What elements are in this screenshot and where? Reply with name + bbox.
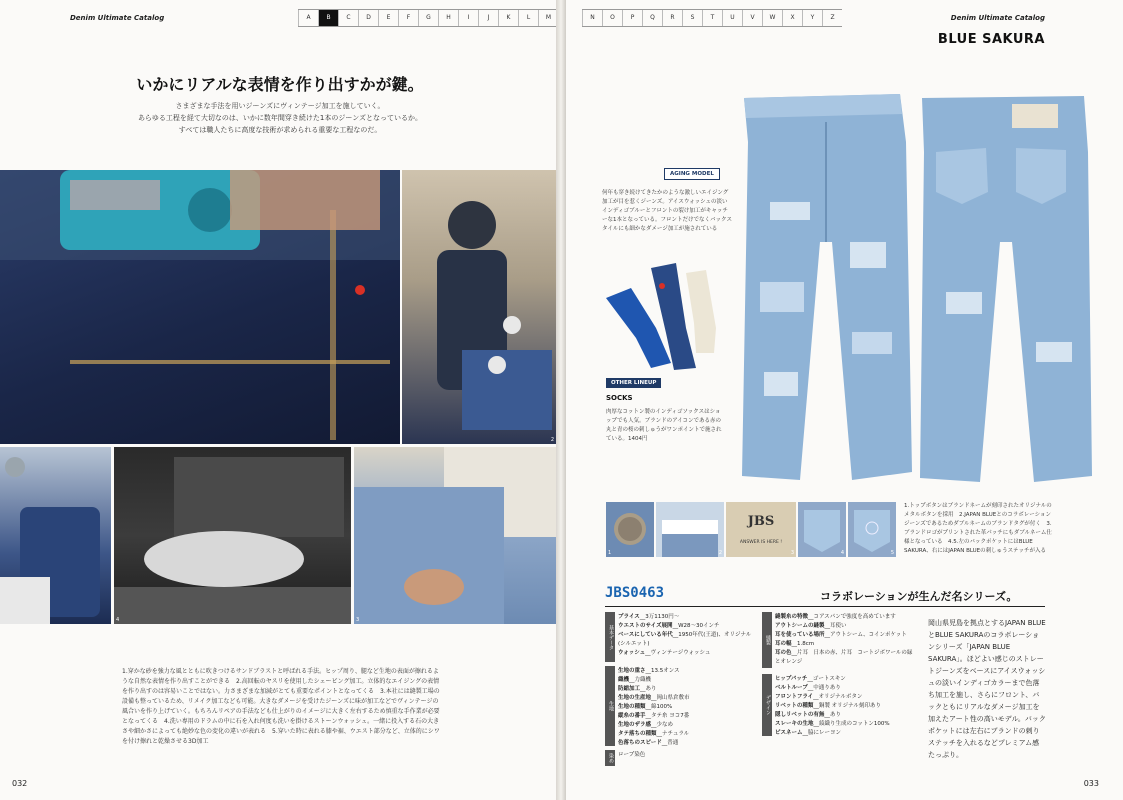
spec-key: 縫製糸の特徴 bbox=[775, 614, 809, 620]
alphabet-letter: B bbox=[318, 10, 338, 26]
label-sewing: 縫製 bbox=[762, 612, 772, 668]
spec-key: 耳の幅 bbox=[775, 641, 792, 647]
detail-number: 1 bbox=[608, 550, 612, 556]
alphabet-letter: U bbox=[722, 10, 742, 26]
spec-row bbox=[775, 702, 915, 711]
collab-title: コラボレーションが生んだ名シリーズ。 bbox=[820, 590, 1018, 603]
spec-rule bbox=[605, 606, 1045, 607]
spec-row bbox=[775, 640, 915, 649]
alphabet-letter: K bbox=[498, 10, 518, 26]
spec-value: ナチュラル bbox=[662, 731, 690, 737]
alphabet-letter: T bbox=[702, 10, 722, 26]
spec-row bbox=[618, 694, 758, 703]
spec-value: 綾織り生成のコットン100% bbox=[819, 721, 890, 727]
spec-key: 生地のザラ感 bbox=[618, 722, 652, 728]
photo-sewing bbox=[354, 447, 556, 624]
spec-value: オリジナルボタン bbox=[818, 694, 863, 700]
catalog-brand-left: Denim Ultimate Catalog bbox=[70, 14, 165, 22]
spec-separator: __ bbox=[824, 623, 831, 629]
spec-row bbox=[618, 685, 758, 694]
alphabet-index-left bbox=[298, 9, 556, 27]
spec-row bbox=[618, 676, 758, 685]
alphabet-letter: D bbox=[358, 10, 378, 26]
spec-separator: __ bbox=[629, 677, 635, 683]
page-number-right: 033 bbox=[1083, 779, 1099, 788]
socks-illustration bbox=[596, 258, 736, 378]
detail-button-illustration bbox=[606, 502, 654, 557]
spec-separator: __ bbox=[813, 703, 819, 709]
spec-key: タテ落ちの種類 bbox=[618, 731, 657, 737]
spec-row bbox=[618, 631, 758, 649]
page-headline: いかにリアルな表情を作り出すかが鍵。 bbox=[136, 75, 424, 94]
spec-value: 1.8cm bbox=[797, 641, 815, 647]
spec-value: 力織機 bbox=[634, 677, 652, 683]
spec-row bbox=[618, 622, 758, 631]
catalog-brand-right: Denim Ultimate Catalog bbox=[950, 14, 1045, 22]
alphabet-letter: Y bbox=[802, 10, 822, 26]
spec-key: 織機 bbox=[618, 677, 630, 683]
alphabet-letter: M bbox=[538, 10, 556, 26]
alphabet-letter: E bbox=[378, 10, 398, 26]
alphabet-letter: R bbox=[662, 10, 682, 26]
spec-separator: __ bbox=[640, 686, 646, 692]
detail-number: 5 bbox=[890, 550, 894, 556]
photo-spray bbox=[0, 447, 111, 624]
spec-key: 生地の種類 bbox=[618, 704, 646, 710]
spec-key: ウエストのサイズ展開 bbox=[618, 623, 673, 629]
jeans-front-photo bbox=[740, 92, 916, 484]
alphabet-letter: P bbox=[622, 10, 642, 26]
spec-key: 耳を使っている場所 bbox=[775, 632, 825, 638]
spec-separator: __ bbox=[813, 694, 819, 700]
spec-separator: __ bbox=[791, 650, 798, 656]
lead-text bbox=[60, 100, 500, 136]
detail-pocket-illustration bbox=[798, 502, 846, 557]
spec-separator: __ bbox=[791, 641, 798, 647]
spec-row bbox=[775, 631, 915, 640]
spec-key: 隠しリベットの有無 bbox=[775, 712, 825, 718]
model-code: JBS0463 bbox=[605, 585, 665, 601]
detail-tag-illustration bbox=[656, 502, 724, 557]
photo-number: 3 bbox=[356, 617, 360, 623]
spec-fabric-list bbox=[618, 667, 758, 748]
spec-separator: __ bbox=[645, 713, 652, 719]
photo-sandblast bbox=[0, 170, 400, 444]
spec-key: 耳の色 bbox=[775, 650, 792, 656]
spec-row bbox=[775, 720, 915, 729]
alphabet-letter: V bbox=[742, 10, 762, 26]
spec-row bbox=[775, 693, 915, 702]
spec-row bbox=[775, 675, 915, 684]
alphabet-letter: Z bbox=[822, 10, 842, 26]
photo-number: 4 bbox=[116, 617, 120, 623]
spec-key: 生地の重さ bbox=[618, 668, 646, 674]
alphabet-letter: I bbox=[458, 10, 478, 26]
sandblast-illustration bbox=[0, 170, 400, 444]
aging-model-tag: AGING MODEL bbox=[664, 168, 720, 180]
photo-worker bbox=[402, 170, 556, 444]
spec-dye: ロープ染色 bbox=[618, 752, 646, 758]
page-number-left: 032 bbox=[12, 779, 28, 788]
alphabet-letter: G bbox=[418, 10, 438, 26]
spec-row bbox=[618, 649, 758, 658]
spec-row bbox=[618, 703, 758, 712]
stonewash-illustration bbox=[114, 447, 351, 624]
spec-value: 普通 bbox=[667, 740, 679, 746]
spec-key: フロントフライ bbox=[775, 694, 814, 700]
aging-model-text: 何年も穿き続けてきたかのような激しいエイジング加工が目を惹くジーンズ。アイスウォッシュの淡いインディゴブルーとフロントの裂け加工がキャッチーな1本となっている。フロントだけでなくバックスタイルにも細かなダメージ加工が施されている bbox=[602, 190, 732, 232]
detail-button-photo bbox=[606, 502, 654, 557]
jeans-front-illustration bbox=[740, 92, 916, 484]
detail-caption: 1.トップボタンはブランドネームが刻印されたオリジナルのメタルボタンを採用 2.JAPAN BLUEとのコラボレーションジーンズであるためダブルネームのブランドタグが付く 3.ブランドロゴがプリントされた革パッチにもダブルネーム仕様となっている 4.5.左のバックポケットにはBLUE SAKURA、右にはJAPAN BLUEの刺しゅうステッチが入る bbox=[904, 503, 1052, 554]
patch-subtext: ANSWER IS HERE ! bbox=[739, 540, 783, 545]
alphabet-letter: H bbox=[438, 10, 458, 26]
label-basic: 基本データ bbox=[605, 612, 615, 662]
worker-illustration bbox=[402, 170, 556, 444]
description: 岡山県児島を拠点とするJAPAN BLUEとBLUE SAKURAのコラボレーションシリーズ「JAPAN BLUE SAKURA」。ほどよい感じのストレートジーンズをベースにアイスウォッシュの淡いインディゴカラーまで色落ち加工を施し、さらにフロント、バックともにリアルなダメージ加工を加えたアート性の高いモデル。バックポケットには左右にブランドの刺りステッチを入れるなどプレミアム感たっぷり。 bbox=[928, 619, 1046, 759]
spec-separator: __ bbox=[807, 676, 813, 682]
detail-tag-photo bbox=[656, 502, 724, 557]
spec-row bbox=[618, 667, 758, 676]
label-dye: 染め bbox=[605, 750, 615, 766]
lead-line: すべては職人たちに高度な技術が求められる重要な工程なのだ。 bbox=[178, 126, 382, 134]
detail-pocket-illustration bbox=[848, 502, 896, 557]
spec-key: 色落ちのスピード bbox=[618, 740, 662, 746]
spec-row bbox=[775, 711, 915, 720]
alphabet-letter: W bbox=[762, 10, 782, 26]
alphabet-letter: S bbox=[682, 10, 702, 26]
alphabet-letter: X bbox=[782, 10, 802, 26]
spec-separator: __ bbox=[651, 695, 657, 701]
spec-row bbox=[618, 730, 758, 739]
spec-value: タテ糸 ヨコ7番 bbox=[651, 713, 690, 719]
spec-separator: __ bbox=[807, 685, 814, 691]
spec-key: アウトシームの縫製 bbox=[775, 623, 825, 629]
detail-patch-photo bbox=[726, 502, 796, 557]
spec-separator: __ bbox=[813, 721, 820, 727]
alphabet-letter: A bbox=[298, 10, 318, 26]
alphabet-letter: L bbox=[518, 10, 538, 26]
spec-key: ベルトループ bbox=[775, 685, 808, 691]
spec-value: 少なめ bbox=[656, 722, 674, 728]
spec-key: 縦糸の番手 bbox=[618, 713, 646, 719]
spec-value: 中通りあり bbox=[813, 685, 841, 691]
spec-separator: __ bbox=[824, 712, 830, 718]
spec-value: ヴィンテージウォッシュ bbox=[650, 650, 711, 656]
spec-value: 岡山県倉敷市 bbox=[656, 695, 690, 701]
spec-separator: __ bbox=[802, 730, 809, 736]
spec-value: 銅製 オリジナル刻印あり bbox=[818, 703, 881, 709]
spec-row bbox=[618, 613, 758, 622]
spec-key: スレーキの生地 bbox=[775, 721, 814, 727]
socks-photo bbox=[596, 258, 736, 378]
spec-key: リベットの種類 bbox=[775, 703, 814, 709]
spec-row bbox=[775, 613, 915, 622]
alphabet-letter: C bbox=[338, 10, 358, 26]
spec-value: 脇にレーヨン bbox=[808, 730, 842, 736]
spec-key: 防縮加工 bbox=[618, 686, 641, 692]
spec-value: 13.5オンス bbox=[651, 668, 680, 674]
socks-text: 肉厚なコットン製のインディゴソックスはショップでも人気。ブランドのアイコンである赤の丸と青の桜の刺しゅうがワンポイントで施されている。1404円 bbox=[606, 409, 722, 442]
spec-key: ヒップパッチ bbox=[775, 676, 808, 682]
sewing-illustration bbox=[354, 447, 556, 624]
spec-value: 3万1130円〜 bbox=[645, 614, 680, 620]
alphabet-letter: F bbox=[398, 10, 418, 26]
detail-pocket-right-photo bbox=[848, 502, 896, 557]
spec-sewing-list bbox=[775, 613, 915, 667]
spec-row bbox=[618, 739, 758, 748]
spec-key: ウォッシュ bbox=[618, 650, 646, 656]
other-lineup-tag: OTHER LINEUP bbox=[606, 378, 661, 388]
spec-value: 片耳 日本の赤、片耳 コートジボワールの緑とオレンジ bbox=[775, 650, 913, 665]
spec-separator: __ bbox=[661, 740, 668, 746]
spec-value: 1950年代(王道)、オリジナル(シルエット) bbox=[618, 632, 752, 647]
spray-illustration bbox=[0, 447, 111, 624]
spec-row bbox=[618, 712, 758, 721]
spec-separator: __ bbox=[645, 668, 652, 674]
spec-value: 綿100% bbox=[651, 704, 673, 710]
spec-separator: __ bbox=[639, 614, 646, 620]
lead-line: さまざまな手法を用いジーンズにヴィンテージ加工を施していく。 bbox=[175, 102, 385, 110]
spec-separator: __ bbox=[672, 623, 679, 629]
spec-separator: __ bbox=[645, 650, 651, 656]
jeans-back-illustration bbox=[916, 92, 1096, 487]
spec-separator: __ bbox=[672, 632, 679, 638]
label-fabric: 生地 bbox=[605, 666, 615, 746]
label-design: デザイン bbox=[762, 674, 772, 736]
socks-title: SOCKS bbox=[606, 394, 633, 402]
spec-row bbox=[775, 649, 915, 667]
left-page bbox=[0, 0, 556, 800]
spec-value: 耳使い bbox=[830, 623, 847, 629]
jeans-back-photo bbox=[916, 92, 1096, 487]
spec-separator: __ bbox=[656, 731, 663, 737]
spec-separator: __ bbox=[824, 632, 831, 638]
alphabet-letter: J bbox=[478, 10, 498, 26]
spec-key: ベースにしている年代 bbox=[618, 632, 673, 638]
spec-row bbox=[618, 721, 758, 730]
alphabet-index-right bbox=[582, 9, 842, 27]
brand-title: BLUE SAKURA bbox=[937, 32, 1045, 47]
spec-key: 生地の生産地 bbox=[618, 695, 652, 701]
spec-separator: __ bbox=[645, 704, 652, 710]
alphabet-letter: N bbox=[582, 10, 602, 26]
photo-stonewash bbox=[114, 447, 351, 624]
detail-number: 3 bbox=[790, 550, 794, 556]
spec-key: ピスネーム bbox=[775, 730, 803, 736]
spec-value: あり bbox=[829, 712, 841, 718]
spec-row bbox=[775, 729, 915, 738]
detail-number: 4 bbox=[840, 550, 844, 556]
process-caption: 1.穿かな砂を強力な風とともに吹きつけるサンドブラストと呼ばれる手法。ヒップ周り、腿など生地の表面が擦れるような自然な表情を作り出すことができる 2.高回転のヤスリを使用したシェービング加工。立体的なエイジングの表情を作り出すのは容易いことではない。力さまざまな加減がとても重要なポイントとなってくる 3.本社には縫製工場の設備も整っているため、リメイク加工なども可能。大きなダメージを受けたジーンズに味が加工などでヴィンテージの風合いを作り上げていく。もちろんリペアの手法なども仕上がりのイメージに大きく左右するため慎重な手作業が必要となってくる 4.洗い専用のドラムの中に石を入れ何度も洗いを掛けるストーンウォッシュ。一緒に投入する石の大きさや細かさによっても絶妙な色の変化の違いが表れる 5.穿いた時に表れる膝や裾、ウエスト部分など、立体的にシワを付け擦れと乾燥させる3D加工 bbox=[122, 668, 440, 745]
book-gutter bbox=[556, 0, 566, 800]
spec-design-list bbox=[775, 675, 915, 738]
alphabet-letter: Q bbox=[642, 10, 662, 26]
alphabet-letter: O bbox=[602, 10, 622, 26]
spec-row bbox=[775, 684, 915, 693]
spec-key: プライス bbox=[618, 614, 640, 620]
spec-value: アウトシーム、コインポケット bbox=[830, 632, 907, 638]
spec-value: あり bbox=[645, 686, 657, 692]
detail-pocket-left-photo bbox=[798, 502, 846, 557]
patch-logo-text: JBS bbox=[747, 514, 775, 529]
spec-value: ゴートスキン bbox=[812, 676, 846, 682]
spec-row bbox=[775, 622, 915, 631]
spec-separator: __ bbox=[808, 614, 814, 620]
spec-value: コアスパンで強度を高めています bbox=[813, 614, 896, 620]
spec-separator: __ bbox=[651, 722, 657, 728]
lead-line: あらゆる工程を経て大切なのは、いかに数年間穿き続けた1本のジーンズとなっているか。 bbox=[137, 114, 423, 122]
spec-value: W28〜30インチ bbox=[678, 623, 720, 629]
detail-number: 2 bbox=[718, 550, 722, 556]
photo-number: 2 bbox=[550, 437, 554, 443]
spec-basic-list bbox=[618, 613, 758, 658]
